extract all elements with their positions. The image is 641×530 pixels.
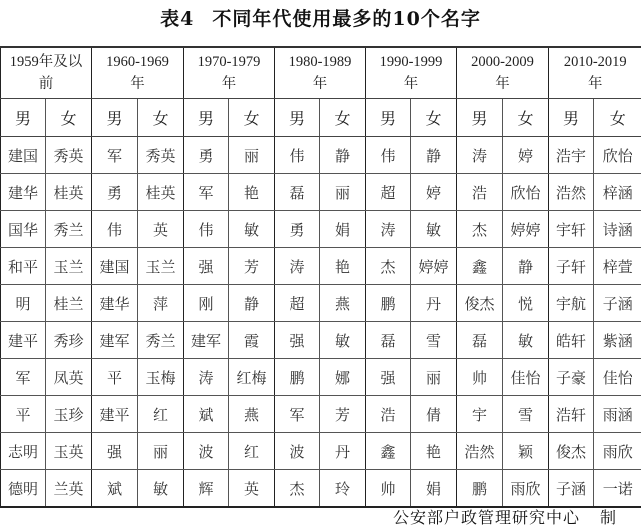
- male-name-cell: 鑫: [457, 248, 503, 285]
- female-name-cell: 欣怡: [594, 137, 641, 174]
- female-name-cell: 秀英: [46, 137, 92, 174]
- female-name-cell: 英: [229, 470, 275, 508]
- gender-header-female: 女: [411, 99, 457, 137]
- male-name-cell: 浩然: [457, 433, 503, 470]
- female-name-cell: 玉梅: [138, 359, 184, 396]
- decade-header: 2010-2019 年: [549, 47, 641, 99]
- female-name-cell: 艳: [411, 433, 457, 470]
- female-name-cell: 雪: [503, 396, 549, 433]
- male-name-cell: 磊: [366, 322, 411, 359]
- male-name-cell: 强: [275, 322, 320, 359]
- male-name-cell: 涛: [457, 137, 503, 174]
- male-name-cell: 辉: [184, 470, 229, 508]
- male-name-cell: 俊杰: [457, 285, 503, 322]
- source-credit: [393, 505, 617, 528]
- male-name-cell: 鹏: [275, 359, 320, 396]
- female-name-cell: 丹: [320, 433, 366, 470]
- male-name-cell: 平: [92, 359, 138, 396]
- female-name-cell: 静: [229, 285, 275, 322]
- gender-header-female: 女: [594, 99, 641, 137]
- female-name-cell: 婷婷: [503, 211, 549, 248]
- male-name-cell: 建国: [92, 248, 138, 285]
- female-name-cell: 凤英: [46, 359, 92, 396]
- decade-header: 1970-1979 年: [184, 47, 275, 99]
- table-row: [1, 433, 641, 470]
- female-name-cell: 婷: [411, 174, 457, 211]
- female-name-cell: 秀英: [138, 137, 184, 174]
- gender-header-male: 男: [275, 99, 320, 137]
- gender-header-male: 男: [366, 99, 411, 137]
- male-name-cell: 磊: [457, 322, 503, 359]
- female-name-cell: 敏: [503, 322, 549, 359]
- male-name-cell: 军: [92, 137, 138, 174]
- male-name-cell: 浩: [366, 396, 411, 433]
- female-name-cell: 悦: [503, 285, 549, 322]
- female-name-cell: 一诺: [594, 470, 641, 508]
- female-name-cell: 诗涵: [594, 211, 641, 248]
- male-name-cell: 建平: [92, 396, 138, 433]
- male-name-cell: 超: [366, 174, 411, 211]
- male-name-cell: 杰: [457, 211, 503, 248]
- male-name-cell: 涛: [366, 211, 411, 248]
- female-name-cell: 婷: [503, 137, 549, 174]
- male-name-cell: 宇航: [549, 285, 594, 322]
- table-number: 表4: [160, 8, 195, 30]
- female-name-cell: 霞: [229, 322, 275, 359]
- table-row: [1, 174, 641, 211]
- female-name-cell: 敏: [229, 211, 275, 248]
- gender-header-male: 男: [549, 99, 594, 137]
- gender-header-male: 男: [1, 99, 46, 137]
- male-name-cell: 建华: [92, 285, 138, 322]
- female-name-cell: 倩: [411, 396, 457, 433]
- female-name-cell: 秀珍: [46, 322, 92, 359]
- female-name-cell: 雨涵: [594, 396, 641, 433]
- male-name-cell: 德明: [1, 470, 46, 508]
- female-name-cell: 静: [320, 137, 366, 174]
- gender-header-female: 女: [320, 99, 366, 137]
- female-name-cell: 丽: [229, 137, 275, 174]
- male-name-cell: 浩轩: [549, 396, 594, 433]
- male-name-cell: 宇轩: [549, 211, 594, 248]
- female-name-cell: 静: [503, 248, 549, 285]
- male-name-cell: 强: [92, 433, 138, 470]
- male-name-cell: 刚: [184, 285, 229, 322]
- table-row: [1, 359, 641, 396]
- female-name-cell: 桂英: [138, 174, 184, 211]
- male-name-cell: 斌: [92, 470, 138, 508]
- male-name-cell: 志明: [1, 433, 46, 470]
- top-names-table: [0, 46, 641, 508]
- female-name-cell: 萍: [138, 285, 184, 322]
- male-name-cell: 和平: [1, 248, 46, 285]
- male-name-cell: 波: [275, 433, 320, 470]
- female-name-cell: 丽: [138, 433, 184, 470]
- female-name-cell: 丹: [411, 285, 457, 322]
- male-name-cell: 鑫: [366, 433, 411, 470]
- male-name-cell: 俊杰: [549, 433, 594, 470]
- female-name-cell: 娜: [320, 359, 366, 396]
- male-name-cell: 帅: [457, 359, 503, 396]
- male-name-cell: 勇: [92, 174, 138, 211]
- female-name-cell: 婷婷: [411, 248, 457, 285]
- decade-header: 1990-1999 年: [366, 47, 457, 99]
- female-name-cell: 雪: [411, 322, 457, 359]
- male-name-cell: 斌: [184, 396, 229, 433]
- male-name-cell: 浩宇: [549, 137, 594, 174]
- male-name-cell: 超: [275, 285, 320, 322]
- female-name-cell: 燕: [229, 396, 275, 433]
- table-title: [0, 4, 641, 31]
- female-name-cell: 芳: [320, 396, 366, 433]
- table-row: [1, 211, 641, 248]
- male-name-cell: 平: [1, 396, 46, 433]
- male-name-cell: 浩: [457, 174, 503, 211]
- female-name-cell: 丽: [320, 174, 366, 211]
- male-name-cell: 明: [1, 285, 46, 322]
- female-name-cell: 燕: [320, 285, 366, 322]
- female-name-cell: 红: [138, 396, 184, 433]
- female-name-cell: 雨欣: [503, 470, 549, 508]
- male-name-cell: 伟: [184, 211, 229, 248]
- male-name-cell: 涛: [184, 359, 229, 396]
- male-name-cell: 子涵: [549, 470, 594, 508]
- female-name-cell: 丽: [411, 359, 457, 396]
- male-name-cell: 鹏: [457, 470, 503, 508]
- male-name-cell: 强: [184, 248, 229, 285]
- decade-header: 1980-1989 年: [275, 47, 366, 99]
- female-name-cell: 欣怡: [503, 174, 549, 211]
- female-name-cell: 紫涵: [594, 322, 641, 359]
- female-name-cell: 红梅: [229, 359, 275, 396]
- male-name-cell: 建平: [1, 322, 46, 359]
- female-name-cell: 雨欣: [594, 433, 641, 470]
- male-name-cell: 杰: [366, 248, 411, 285]
- table-row: [1, 396, 641, 433]
- decade-header: 1960-1969 年: [92, 47, 184, 99]
- names-body: [1, 137, 641, 508]
- male-name-cell: 军: [275, 396, 320, 433]
- female-name-cell: 玲: [320, 470, 366, 508]
- table-row: [1, 322, 641, 359]
- table-row: [1, 470, 641, 508]
- gender-header-female: 女: [46, 99, 92, 137]
- male-name-cell: 军: [1, 359, 46, 396]
- male-name-cell: 伟: [366, 137, 411, 174]
- male-name-cell: 伟: [275, 137, 320, 174]
- female-name-cell: 娟: [320, 211, 366, 248]
- female-name-cell: 佳怡: [594, 359, 641, 396]
- male-name-cell: 建军: [92, 322, 138, 359]
- female-name-cell: 静: [411, 137, 457, 174]
- female-name-cell: 兰英: [46, 470, 92, 508]
- gender-header-row: [1, 99, 641, 137]
- gender-header-male: 男: [184, 99, 229, 137]
- male-name-cell: 宇: [457, 396, 503, 433]
- table-title-text: 不同年代使用最多的10个名字: [212, 8, 481, 30]
- male-name-cell: 勇: [275, 211, 320, 248]
- male-name-cell: 杰: [275, 470, 320, 508]
- decade-header-row: [1, 47, 641, 99]
- female-name-cell: 娟: [411, 470, 457, 508]
- male-name-cell: 勇: [184, 137, 229, 174]
- female-name-cell: 芳: [229, 248, 275, 285]
- source-org: 公安部户政管理研究中心: [392, 508, 580, 527]
- male-name-cell: 浩然: [549, 174, 594, 211]
- male-name-cell: 建华: [1, 174, 46, 211]
- female-name-cell: 佳怡: [503, 359, 549, 396]
- table-row: [1, 285, 641, 322]
- male-name-cell: 强: [366, 359, 411, 396]
- female-name-cell: 艳: [320, 248, 366, 285]
- female-name-cell: 英: [138, 211, 184, 248]
- male-name-cell: 波: [184, 433, 229, 470]
- male-name-cell: 涛: [275, 248, 320, 285]
- female-name-cell: 秀兰: [138, 322, 184, 359]
- table-row: [1, 137, 641, 174]
- decade-header: 2000-2009 年: [457, 47, 549, 99]
- female-name-cell: 敏: [320, 322, 366, 359]
- gender-header-male: 男: [457, 99, 503, 137]
- table-row: [1, 248, 641, 285]
- female-name-cell: 玉兰: [138, 248, 184, 285]
- female-name-cell: 敏: [411, 211, 457, 248]
- male-name-cell: 子豪: [549, 359, 594, 396]
- female-name-cell: 玉珍: [46, 396, 92, 433]
- female-name-cell: 梓萱: [594, 248, 641, 285]
- decade-header: 1959年及以 前: [1, 47, 92, 99]
- gender-header-female: 女: [138, 99, 184, 137]
- gender-header-female: 女: [229, 99, 275, 137]
- female-name-cell: 秀兰: [46, 211, 92, 248]
- female-name-cell: 子涵: [594, 285, 641, 322]
- female-name-cell: 桂英: [46, 174, 92, 211]
- male-name-cell: 皓轩: [549, 322, 594, 359]
- male-name-cell: 子轩: [549, 248, 594, 285]
- gender-header-female: 女: [503, 99, 549, 137]
- male-name-cell: 建国: [1, 137, 46, 174]
- female-name-cell: 敏: [138, 470, 184, 508]
- female-name-cell: 玉英: [46, 433, 92, 470]
- male-name-cell: 伟: [92, 211, 138, 248]
- female-name-cell: 艳: [229, 174, 275, 211]
- female-name-cell: 颖: [503, 433, 549, 470]
- female-name-cell: 梓涵: [594, 174, 641, 211]
- male-name-cell: 军: [184, 174, 229, 211]
- female-name-cell: 桂兰: [46, 285, 92, 322]
- male-name-cell: 鹏: [366, 285, 411, 322]
- made-label: 制: [599, 508, 617, 527]
- male-name-cell: 磊: [275, 174, 320, 211]
- gender-header-male: 男: [92, 99, 138, 137]
- male-name-cell: 国华: [1, 211, 46, 248]
- male-name-cell: 建军: [184, 322, 229, 359]
- female-name-cell: 玉兰: [46, 248, 92, 285]
- male-name-cell: 帅: [366, 470, 411, 508]
- female-name-cell: 红: [229, 433, 275, 470]
